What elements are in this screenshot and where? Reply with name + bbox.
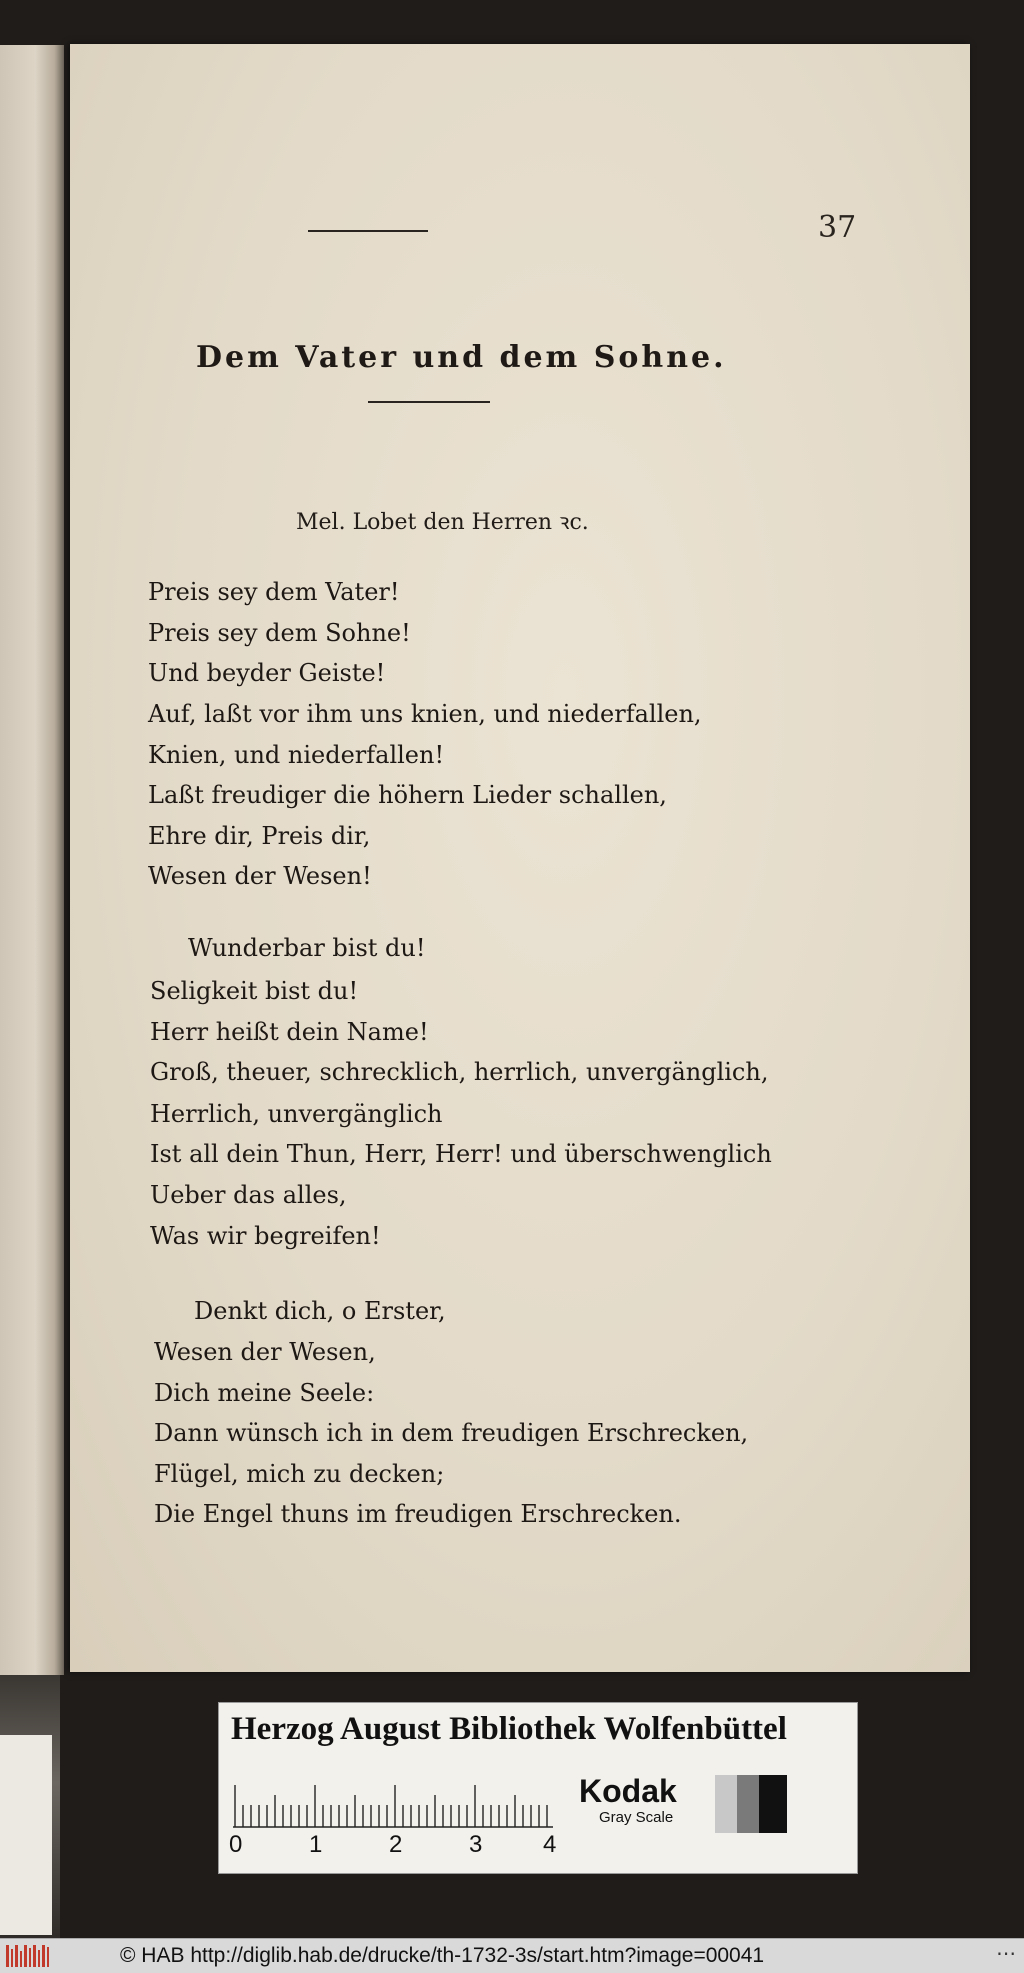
page-number: 37 bbox=[818, 210, 857, 245]
gray-swatch-dark bbox=[759, 1775, 787, 1833]
scan-target-card bbox=[218, 1702, 858, 1874]
ruler-number-1: 1 bbox=[309, 1831, 323, 1858]
stanza-2-line-2: Seligkeit bist du! bbox=[150, 977, 359, 1005]
stanza-2-line-1: Wunderbar bist du! bbox=[188, 934, 426, 962]
stanza-2-line-3: Herr heißt dein Name! bbox=[150, 1018, 429, 1046]
shelfmark-label bbox=[0, 1735, 52, 1935]
gray-scale-label: Gray Scale bbox=[599, 1809, 674, 1826]
gray-swatch-light bbox=[715, 1775, 737, 1833]
gray-swatch-mid bbox=[737, 1775, 759, 1833]
ruler-number-3: 3 bbox=[469, 1831, 483, 1858]
stanza-2-line-5: Herrlich, unvergänglich bbox=[150, 1100, 443, 1128]
header-rule bbox=[308, 230, 428, 232]
kodak-brand: Kodak bbox=[579, 1773, 677, 1809]
stanza-1-line-2: Preis sey dem Sohne! bbox=[148, 619, 411, 647]
ruler-scale bbox=[233, 1779, 553, 1829]
stanza-3-line-2: Wesen der Wesen, bbox=[154, 1338, 376, 1366]
ruler-number-0: 0 bbox=[229, 1831, 243, 1858]
stanza-1-line-7: Ehre dir, Preis dir, bbox=[148, 822, 371, 850]
stanza-2-line-6: Ist all dein Thun, Herr, Herr! und überschwenglich bbox=[150, 1140, 772, 1168]
stanza-2-line-8: Was wir begreifen! bbox=[150, 1222, 381, 1250]
book-page bbox=[70, 44, 970, 1672]
ellipsis-icon[interactable]: ⋯ bbox=[996, 1941, 1016, 1965]
melody-note: Mel. Lobet den Herren ꝛc. bbox=[296, 510, 589, 535]
footer-bar bbox=[0, 1938, 1024, 1973]
library-name: Herzog August Bibliothek Wolfenbüttel bbox=[231, 1711, 787, 1747]
stanza-1-line-4: Auf, laßt vor ihm uns knien, und niederfallen, bbox=[148, 700, 702, 728]
stanza-1-line-8: Wesen der Wesen! bbox=[148, 862, 372, 890]
stanza-3-line-3: Dich meine Seele: bbox=[154, 1379, 375, 1407]
stanza-1-line-6: Laßt freudiger die höhern Lieder schallen, bbox=[148, 781, 667, 809]
stanza-1-line-5: Knien, und niederfallen! bbox=[148, 741, 445, 769]
poem-title: Dem Vater und dem Sohne. bbox=[196, 340, 727, 375]
barcode-logo-icon bbox=[6, 1943, 50, 1969]
stanza-1-line-1: Preis sey dem Vater! bbox=[148, 578, 400, 606]
stanza-3-line-1: Denkt dich, o Erster, bbox=[194, 1297, 446, 1325]
ruler-number-4: 4 bbox=[543, 1831, 557, 1858]
stanza-2-line-7: Ueber das alles, bbox=[150, 1181, 347, 1209]
adjacent-page-edge bbox=[0, 45, 64, 1675]
title-rule bbox=[368, 401, 490, 403]
stanza-1-line-3: Und beyder Geiste! bbox=[148, 659, 386, 687]
stanza-2-line-4: Groß, theuer, schrecklich, herrlich, unvergänglich, bbox=[150, 1058, 769, 1086]
stanza-3-line-4: Dann wünsch ich in dem freudigen Erschrecken, bbox=[154, 1419, 749, 1447]
copyright-url[interactable]: © HAB http://diglib.hab.de/drucke/th-1732-3s/start.htm?image=00041 bbox=[120, 1944, 765, 1967]
stanza-3-line-6: Die Engel thuns im freudigen Erschrecken. bbox=[154, 1500, 682, 1528]
ruler-number-2: 2 bbox=[389, 1831, 403, 1858]
stanza-3-line-5: Flügel, mich zu decken; bbox=[154, 1460, 445, 1488]
